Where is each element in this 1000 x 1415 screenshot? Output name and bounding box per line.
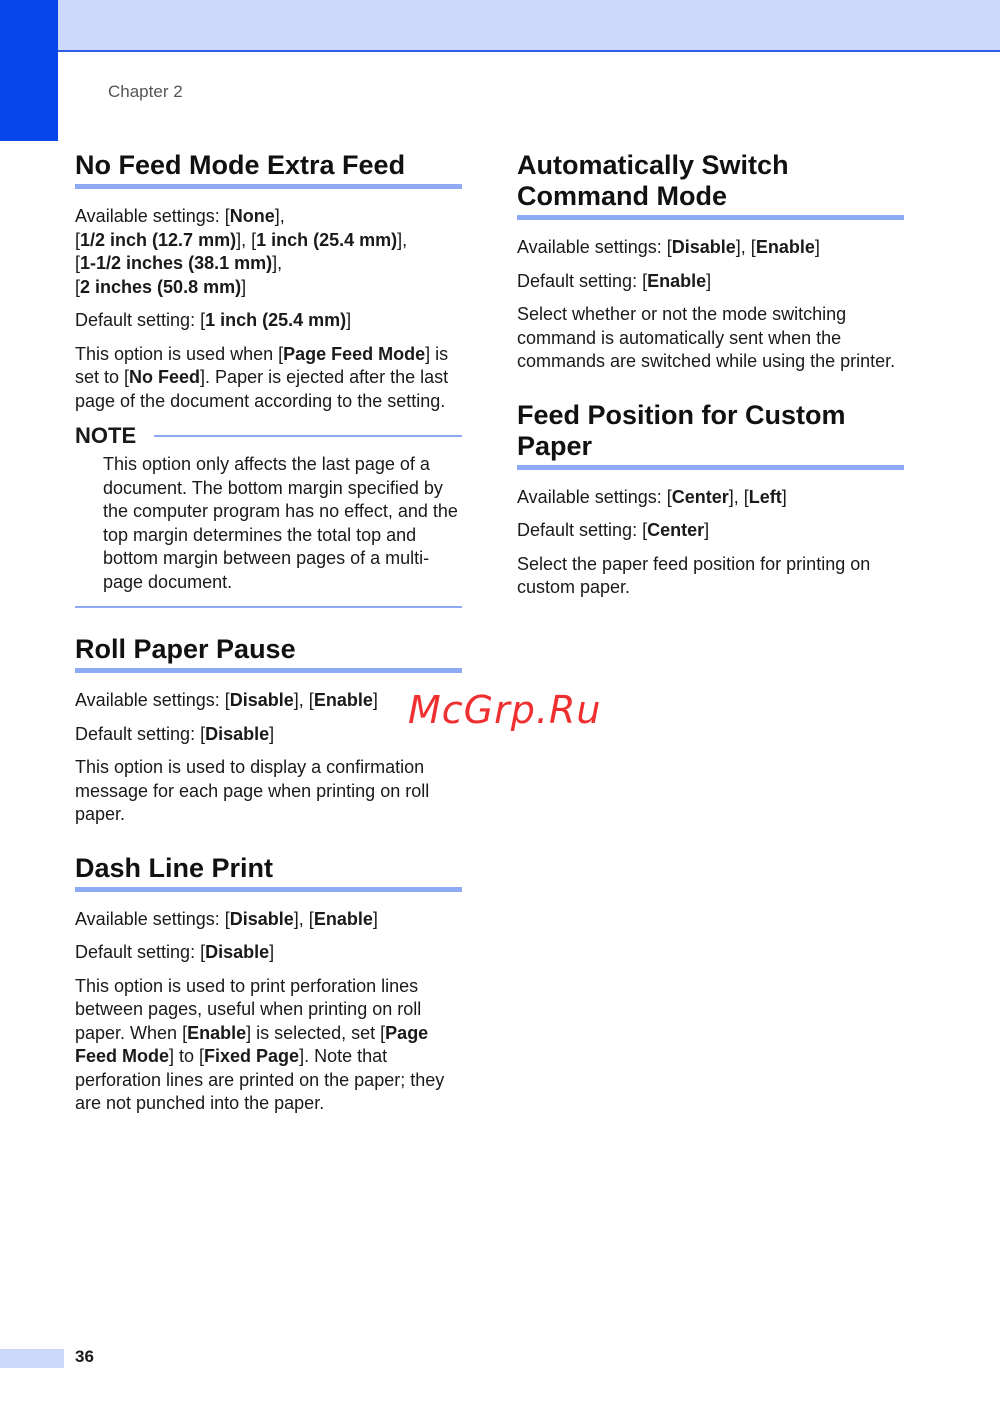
section-no-feed xyxy=(75,150,462,608)
note-text: This option only affects the last page of a document. The bottom margin specified by the computer program has no effect, and the top margin determines the total top and bottom margin between pages of a multi-page document. xyxy=(103,454,458,592)
section-rule xyxy=(517,215,904,220)
chapter-tab xyxy=(0,0,58,141)
section-description: Select whether or not the mode switching command is automatically sent when the commands are switched while using the printer. xyxy=(517,304,896,371)
default-setting: Default setting: [Enable] xyxy=(517,270,712,291)
available-settings: Available settings: [Disable], [Enable] xyxy=(517,237,820,257)
section-roll-paper-pause xyxy=(75,634,462,827)
available-settings: Available settings: [Disable], [Enable] xyxy=(75,908,378,929)
section-rule xyxy=(75,887,462,892)
default-setting: Default setting: [1 inch (25.4 mm)] xyxy=(75,310,352,330)
available-settings: Available settings: [Disable], [Enable] xyxy=(75,690,378,710)
section-rule xyxy=(517,465,904,470)
section-title-line2: Paper xyxy=(517,430,593,461)
note-box xyxy=(75,423,462,608)
section-feed-position xyxy=(517,400,904,600)
section-title: No Feed Mode Extra Feed xyxy=(75,150,406,180)
section-rule xyxy=(75,668,462,673)
section-title xyxy=(517,150,904,212)
section-title-line1: Feed Position for Custom xyxy=(517,399,846,430)
section-title xyxy=(517,400,904,462)
page-number: 36 xyxy=(75,1347,94,1366)
available-settings: Available settings: [None], [1/2 inch (12.7 mm)], [1 inch (25.4 mm)], [1-1/2 inches (38.1 mm)], [2 inches (50.8 mm)] xyxy=(75,206,408,297)
watermark: McGrp.Ru xyxy=(408,688,602,732)
footer-band xyxy=(0,1349,64,1368)
header-band xyxy=(0,0,1000,52)
section-auto-switch xyxy=(517,150,904,374)
section-description: This option is used to print perforation lines between pages, useful when printing on roll paper. When [Enable] is selected, set [Page Feed Mode] to [Fixed Page]. Note that perforation lines are printed on the paper; they are not punched into the paper. xyxy=(75,975,445,1113)
default-setting: Default setting: [Disable] xyxy=(75,942,275,962)
note-header xyxy=(75,423,462,449)
section-title: Roll Paper Pause xyxy=(75,634,296,664)
section-title-line2: Command Mode xyxy=(517,181,728,211)
section-description: Select the paper feed position for printing on custom paper. xyxy=(517,553,871,597)
section-title: Dash Line Print xyxy=(75,852,274,883)
section-rule xyxy=(75,184,462,189)
chapter-label: Chapter 2 xyxy=(108,82,183,101)
right-column xyxy=(517,150,904,626)
section-description: This option is used when [Page Feed Mode] is set to [No Feed]. Paper is ejected after the last page of the document according to the setting. xyxy=(75,343,449,411)
note-title: NOTE xyxy=(75,423,137,448)
note-rule xyxy=(154,435,462,437)
section-description: This option is used to display a confirmation message for each page when printing on roll paper. xyxy=(75,757,430,824)
available-settings: Available settings: [Center], [Left] xyxy=(517,486,787,507)
note-end-rule xyxy=(75,606,462,608)
section-title-line1: Automatically Switch xyxy=(517,150,789,180)
default-setting: Default setting: [Disable] xyxy=(75,723,275,744)
left-column xyxy=(75,150,462,1142)
section-dash-line-print xyxy=(75,853,462,1116)
default-setting: Default setting: [Center] xyxy=(517,520,710,540)
